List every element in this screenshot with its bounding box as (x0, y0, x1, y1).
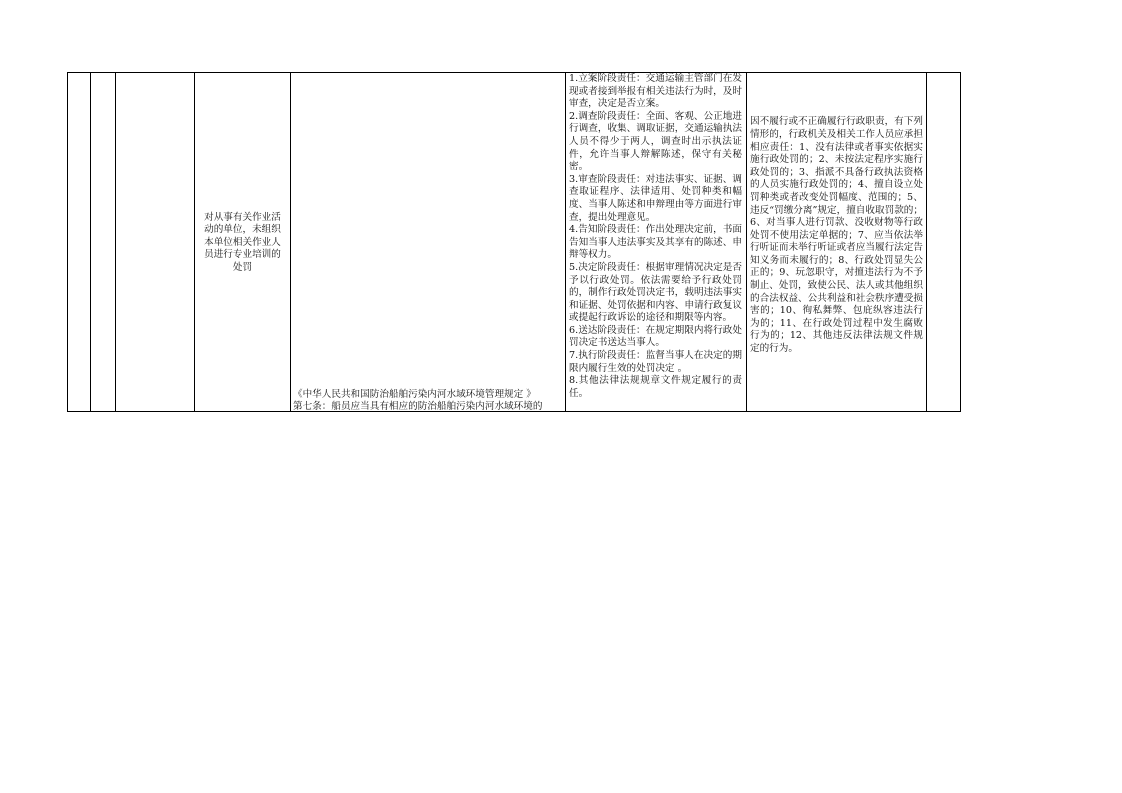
legal-basis-text (293, 389, 563, 411)
responsibility-item: 3.审查阶段责任：对违法事实、证据、调查取证程序、法律适用、处罚种类和幅度、当事人陈述和申辩理由等方面进行审查，提出处理意见。 (569, 173, 742, 223)
column-divider (565, 73, 566, 411)
legal-basis-line: 《中华人民共和国防治船舶污染内河水域环境管理规定 》 (293, 388, 536, 400)
responsibility-cell (567, 73, 744, 411)
legal-basis-line: 第七条：船员应当具有相应的防治船舶污染内河水域环境的 (293, 401, 543, 411)
responsibility-item: 5.决定阶段责任：根据审理情况决定是否予以行政处罚。依法需要给予行政处罚的，制作行政处罚决定书，载明违法事实和证据、处罚依据和内容、申请行政复议或提起行政诉讼的途径和期限等内容。 (569, 261, 742, 324)
column-divider (926, 73, 927, 411)
column-divider (194, 73, 195, 411)
responsibility-item: 7.执行阶段责任：监督当事人在决定的期限内履行生效的处罚决定 。 (569, 350, 742, 374)
responsibility-item: 2.调查阶段责任：全面、客观、公正地进行调查，收集、调取证据，交通运输执法人员不得少于两人，调查时出示执法证件，允许当事人辩解陈述，保守有关秘密。 (569, 110, 742, 173)
responsibility-item: 6.送达阶段责任：在规定期限内将行政处罚决定书送达当事人。 (569, 324, 742, 349)
item-name: 对从事有关作业活动的单位，未组织本单位相关作业人员进行专业培训的处罚 (204, 211, 281, 273)
legal-basis-cell (291, 73, 563, 411)
column-divider (90, 73, 91, 411)
responsibility-item: 4.告知阶段责任：作出处理决定前，书面告知当事人违法事实及其享有的陈述、申辩等权力。 (569, 224, 742, 261)
enforcement-table (67, 72, 961, 412)
accountability-cell (748, 73, 926, 411)
column-divider (746, 73, 747, 411)
item-name-cell (196, 73, 289, 411)
responsibility-item: 8.其他法律法规规章文件规定履行的责任。 (569, 375, 742, 399)
responsibility-item: 1.立案阶段责任：交通运输主管部门在发现或者接到举报有相关违法行为时，及时审查，决定是否立案。 (569, 73, 742, 110)
column-divider (115, 73, 116, 411)
accountability-text: 因不履行或不正确履行行政职责，有下列情形的，行政机关及相关工作人员应承担相应责任：1、没有法律或者事实依据实施行政处罚的；2、未按法定程序实施行政处罚的；3、指派不具备行政执法资格的人员实施行政处罚的；4、擅自设立处罚种类或者改变处罚幅度、范围的；5、违反“罚缴分离”规定，擅自收取罚款的；6、对当事人进行罚款、没收财物等行政处罚不使用法定单据的；7、应当依法举行听证而未举行听证或者应当履行法定告知义务而未履行的；8、行政处罚显失公正的；9、玩忽职守，对擅违法行为不予制止、处罚，致使公民、法人或其他组织的合法权益、公共利益和社会秩序遭受损害的；10、徇私舞弊、包庇纵容违法行为的；11、在行政处罚过程中发生腐败行为的；12、其他违反法律法规文件规定的行为。 (750, 116, 923, 355)
responsibility-list (567, 73, 744, 400)
